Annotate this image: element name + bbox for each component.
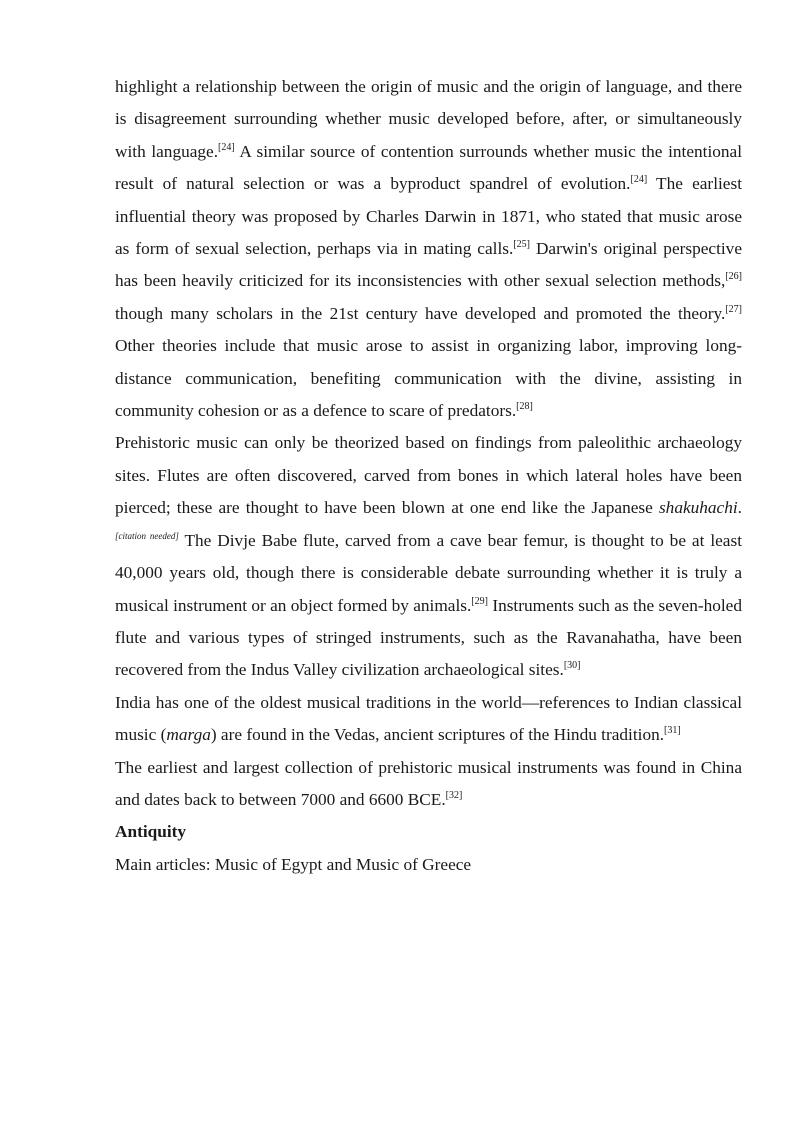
- italic-term: shakuhachi: [658, 498, 738, 518]
- text-run: The Divje Babe flute, carved from a cave bear femur, is thought to be at least 40,000 years old, though there is considerable debate surrounding whether it is truly a musical instrument or an object formed by animals.: [115, 530, 742, 615]
- citation-ref[interactable]: [31]: [664, 725, 681, 737]
- text-run: Darwin's original perspective has been heavily criticized for its inconsistencies with other sexual selection methods,: [115, 239, 742, 291]
- text-run: .: [737, 498, 742, 518]
- citation-ref[interactable]: [26]: [725, 271, 742, 283]
- main-articles-note: Main articles: Music of Egypt and Music of Greece: [115, 854, 472, 874]
- citation-ref[interactable]: [27]: [725, 303, 742, 315]
- italic-term: marga: [166, 725, 211, 745]
- paragraph-music-origins: [115, 71, 742, 427]
- text-run: Instruments such as the seven-holed flute and various types of stringed instruments, such as the Ravanahatha, have been recovered from the Indus Valley civilization archaeological sites.: [115, 595, 742, 680]
- citation-ref[interactable]: [25]: [513, 239, 530, 251]
- citation-ref[interactable]: [30]: [563, 660, 581, 672]
- text-run: highlight a relationship between the origin of music and the origin of language, and there is disagreement surrounding whether music developed before, after, or simultaneously with language.: [115, 77, 742, 161]
- paragraph-china: [115, 752, 742, 817]
- citation-ref[interactable]: [28]: [516, 401, 533, 413]
- text-run: though many scholars in the 21st century have developed and promoted the theory.: [115, 303, 726, 323]
- text-run: The earliest influential theory was proposed by Charles Darwin in 1871, who stated that music arose as form of sexual selection, perhaps via in mating calls.: [115, 174, 742, 259]
- section-heading-antiquity: Antiquity: [115, 822, 187, 842]
- citation-ref[interactable]: [24]: [630, 174, 648, 186]
- citation-needed-note[interactable]: [citation needed]: [115, 530, 179, 541]
- citation-ref[interactable]: [24]: [218, 141, 235, 153]
- citation-ref[interactable]: [29]: [471, 595, 488, 607]
- text-run: A similar source of contention surrounds whether music the intentional result of natural selection or was a byproduct spandrel of evolution.: [115, 141, 742, 194]
- text-run: Prehistoric music can only be theorized based on findings from paleolithic archaeology sites. Flutes are often discovered, carved from bones in which lateral holes have been pierced; these are thought to have been blown at one end like the Japanese: [115, 433, 742, 518]
- text-run: Other theories include that music arose to assist in organizing labor, improving long-distance communication, benefiting communication with the divine, assisting in community cohesion or as a defence to scare of predators.: [115, 336, 742, 421]
- citation-ref[interactable]: [32]: [445, 789, 463, 801]
- text-run: ) are found in the Vedas, ancient scriptures of the Hindu tradition.: [210, 725, 665, 745]
- text-run: India has one of the oldest musical traditions in the world—references to Indian classical music (: [115, 692, 742, 745]
- text-run: The earliest and largest collection of prehistoric musical instruments was found in China and dates back to between 7000 and 6600 BCE.: [115, 757, 742, 809]
- paragraph-prehistoric-music: [115, 427, 742, 686]
- paragraph-india: [115, 687, 742, 752]
